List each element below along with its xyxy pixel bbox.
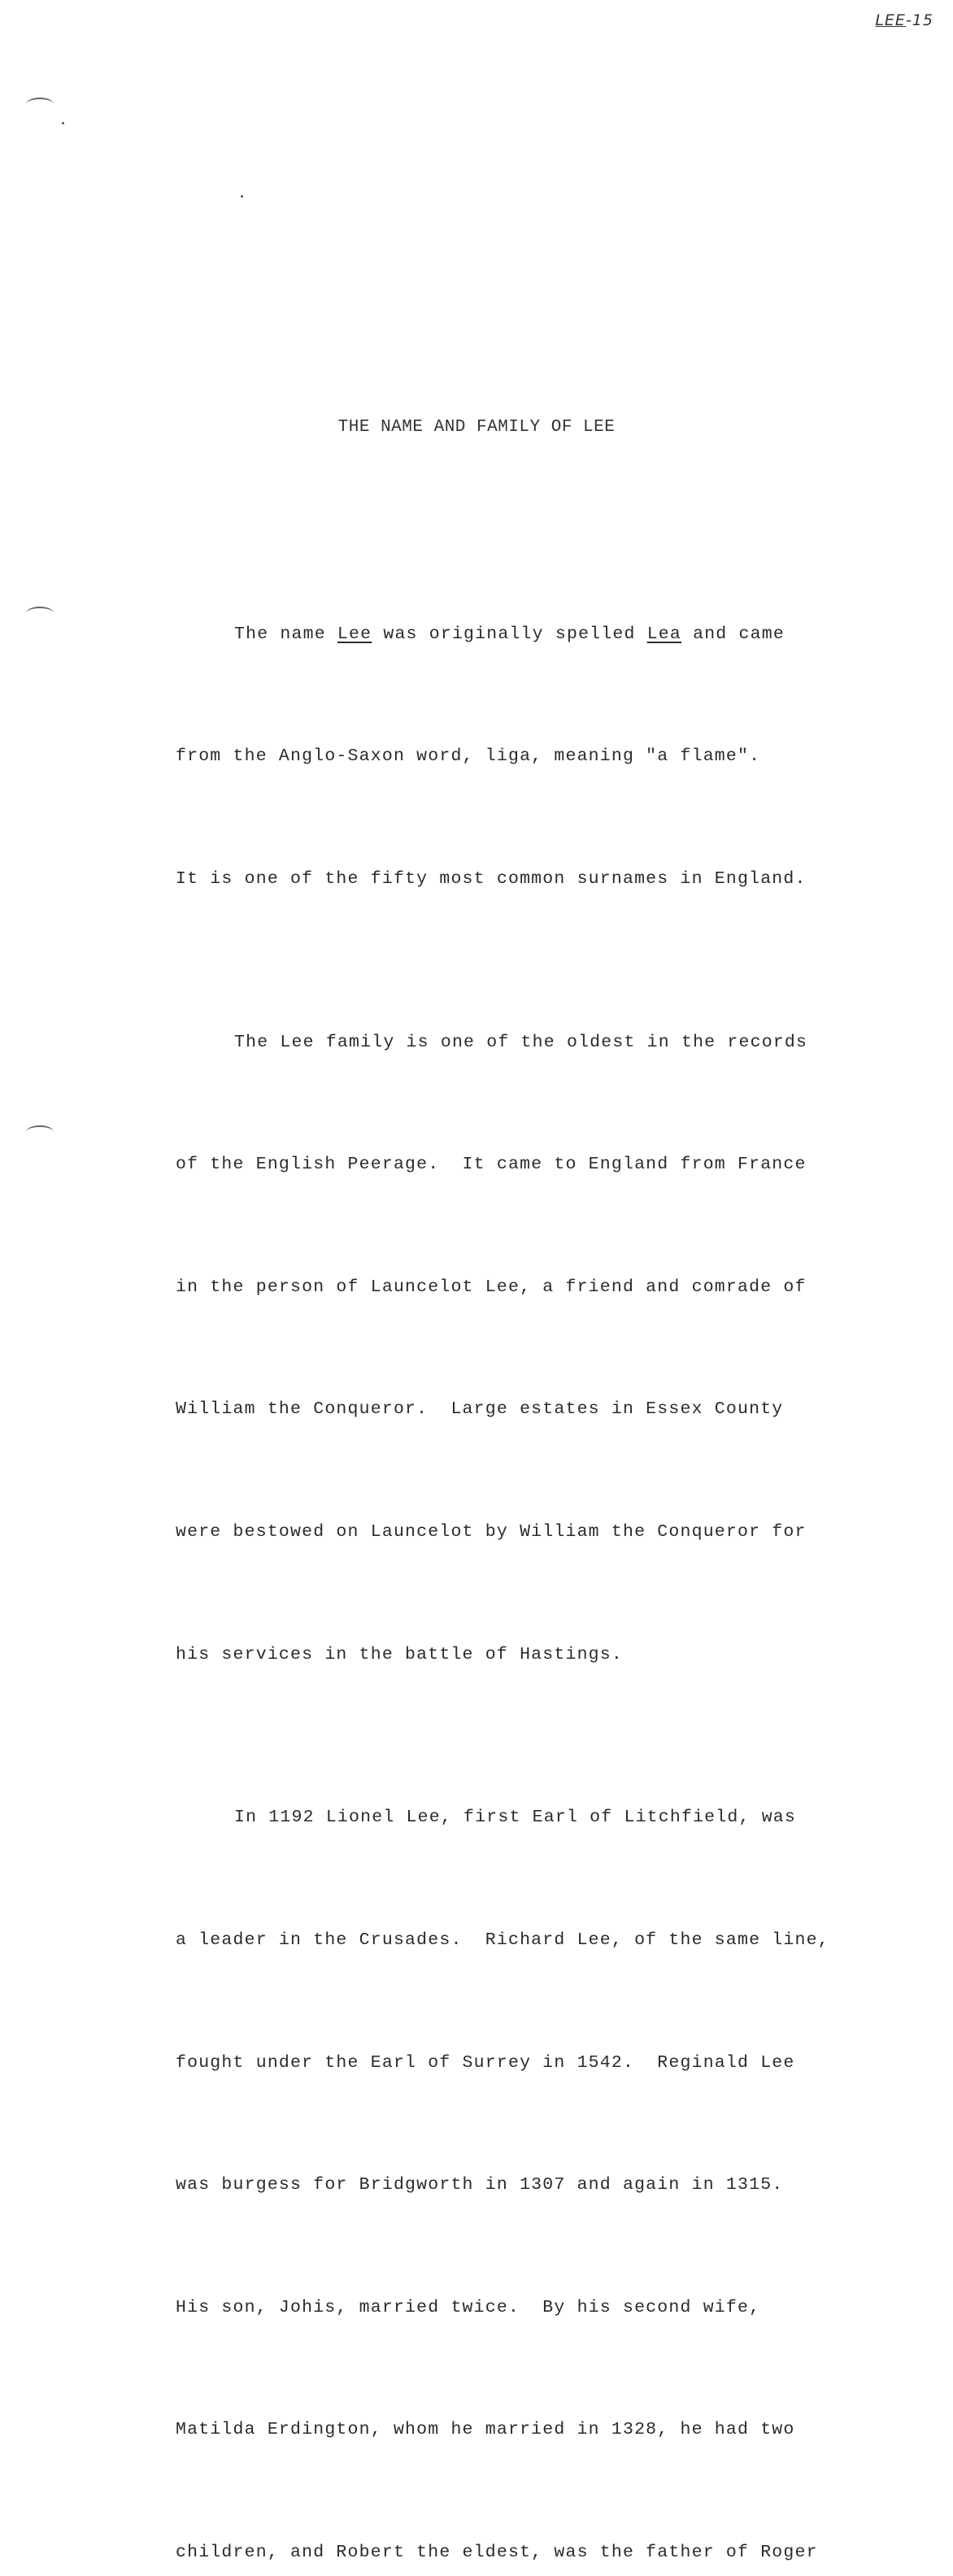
text-run: was originally spelled xyxy=(372,624,647,644)
text-run: The name xyxy=(234,624,337,644)
text-line xyxy=(176,614,867,655)
handwritten-reference-mark xyxy=(875,11,933,29)
text-line: It is one of the fifty most common surnames in England. xyxy=(176,868,807,889)
text-line: a leader in the Crusades. Richard Lee, of the same line, xyxy=(176,1930,829,1950)
text-line: was burgess for Bridgworth in 1307 and again in 1315. xyxy=(176,2175,784,2195)
underlined-name-lea: Lea xyxy=(646,624,681,644)
text-line: children, and Robert the eldest, was the father of Roger xyxy=(176,2542,818,2562)
document-title: THE NAME AND FAMILY OF LEE xyxy=(337,418,616,437)
ink-speck xyxy=(241,195,243,198)
text-line: The Lee family is one of the oldest in the records xyxy=(234,1032,808,1052)
punch-hole-mark xyxy=(26,98,54,111)
text-line: fought under the Earl of Surrey in 1542. Reginald Lee xyxy=(176,2052,795,2073)
ink-speck xyxy=(62,122,64,124)
ref-mark-suffix: -15 xyxy=(905,11,933,29)
text-line: His son, Johis, married twice. By his second wife, xyxy=(176,2297,761,2317)
text-line: were bestowed on Launcelot by William the Conqueror for xyxy=(176,1521,807,1542)
text-line: of the English Peerage. It came to England from France xyxy=(176,1155,807,1175)
text-line: In 1192 Lionel Lee, first Earl of Litchfield, was xyxy=(234,1808,797,1828)
text-line: from the Anglo-Saxon word, liga, meaning "a flame". xyxy=(176,746,761,767)
text-line: William the Conqueror. Large estates in Essex County xyxy=(176,1399,784,1420)
underlined-name-lee: Lee xyxy=(337,624,372,644)
punch-hole-mark xyxy=(26,607,54,620)
text-line: in the person of Launcelot Lee, a friend and comrade of xyxy=(176,1277,807,1297)
ref-mark-prefix: LEE xyxy=(875,11,906,29)
text-line: Matilda Erdington, whom he married in 1328, he had two xyxy=(176,2420,795,2440)
document-body xyxy=(176,491,867,2576)
text-line: his services in the battle of Hastings. xyxy=(176,1644,623,1664)
punch-hole-mark xyxy=(26,1125,54,1138)
text-run: and came xyxy=(681,624,785,644)
